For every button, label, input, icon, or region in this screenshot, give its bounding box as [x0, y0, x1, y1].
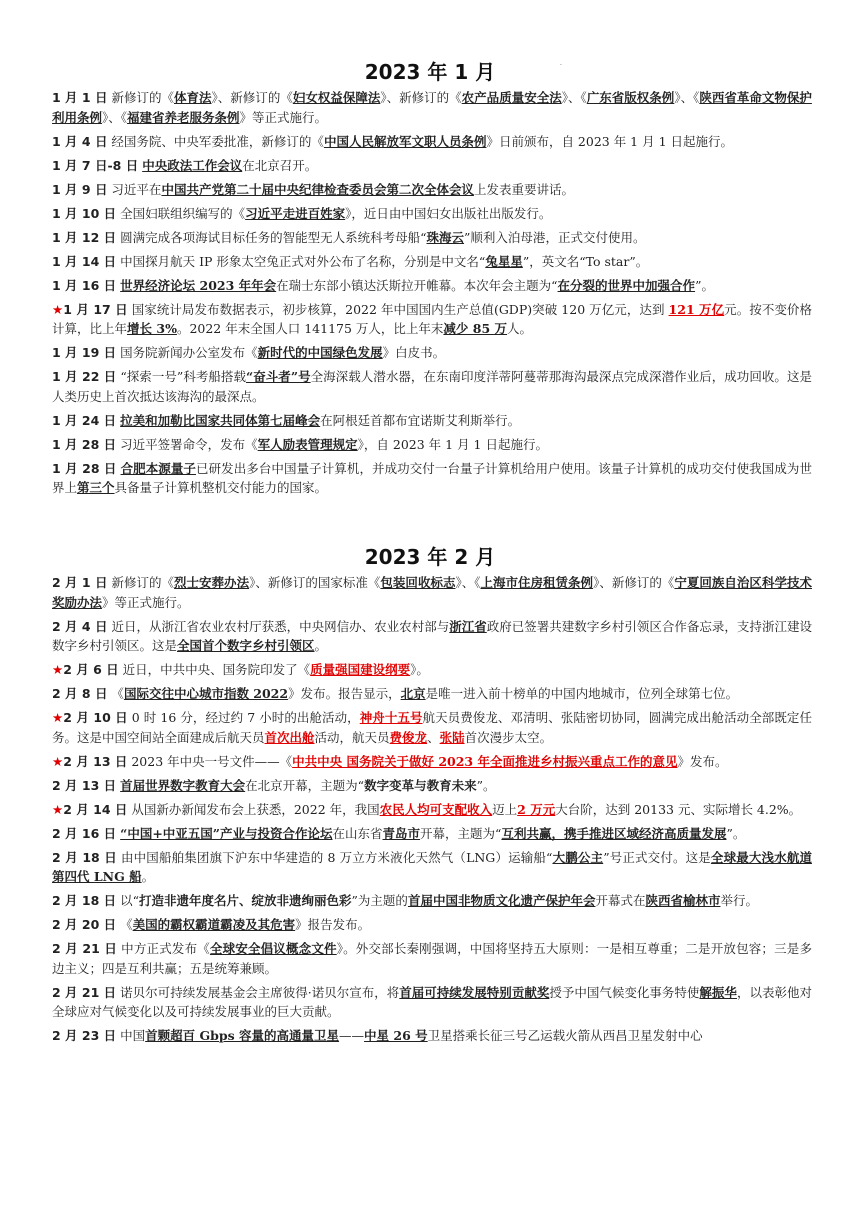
- event-text: 近日，从浙江省农业农村厅获悉，中央网信办、农业农村部与: [107, 618, 450, 634]
- key-point-red: 首次出舱: [264, 729, 315, 745]
- event-text: 。: [314, 638, 328, 653]
- event-date: 2 月 13 日: [63, 753, 128, 769]
- event-entry: [52, 411, 812, 431]
- keyword-bold: 数字变革与教育未来: [364, 777, 477, 793]
- event-text: 》报告发布。: [295, 917, 371, 932]
- keyword-highlight: 上海市住房租赁条例: [480, 575, 594, 590]
- event-text: 《: [107, 686, 124, 701]
- event-entry: [52, 228, 812, 248]
- event-entry: [52, 915, 812, 935]
- event-date: 2 月 21 日: [52, 941, 118, 956]
- star-icon: ★: [52, 662, 64, 677]
- event-text: 国务院新闻办公室发布《: [116, 345, 258, 360]
- keyword-highlight: 体育法: [174, 90, 212, 105]
- event-date: 1 月 22 日: [52, 369, 117, 384]
- keyword-highlight: 首届世界数字教育大会: [120, 777, 246, 793]
- event-text: 》、《: [455, 575, 481, 590]
- event-entry: [52, 132, 812, 152]
- event-text: 开幕，主题为“: [420, 825, 502, 841]
- event-text: 圆满完成各项海试目标任务的智能型无人系统科考母船“: [116, 229, 427, 245]
- event-text: 在阿根廷首都布宜诺斯艾利斯举行。: [320, 412, 521, 428]
- event-text: 新修订的《: [107, 575, 175, 590]
- event-text: ”。: [695, 277, 714, 293]
- event-text: 新修订的《: [107, 90, 174, 105]
- keyword-highlight: 全球最大浅水航道第四代 LNG 船: [52, 849, 812, 884]
- keyword-highlight: 烈士安葬办法: [174, 575, 250, 590]
- event-text: 。2022 年末全国人口 141175 万人，比上年末: [176, 321, 444, 336]
- event-text: ”为主题的: [351, 893, 408, 908]
- event-date: 2 月 10 日: [63, 710, 128, 725]
- event-entry: [52, 617, 812, 656]
- keyword-highlight: “奋斗者”号: [246, 369, 311, 384]
- event-text: 航天员费俊龙、邓清明、张陆密切协同，圆满完成出舱活动全部既定任务。这是中国空间站全面建成后航天员: [52, 710, 812, 745]
- event-entry: [52, 1026, 812, 1046]
- keyword-highlight: 中央政法工作会议: [142, 157, 243, 173]
- event-date: 2 月 16 日: [52, 825, 117, 841]
- entry-list-january: [52, 88, 812, 502]
- event-text: 中国: [116, 1028, 146, 1043]
- event-text: 》白皮书。: [382, 345, 446, 360]
- key-point-red: 张陆: [439, 729, 465, 745]
- key-point-red: 121 万亿: [668, 301, 725, 317]
- keyword-highlight: 新时代的中国绿色发展: [257, 345, 383, 360]
- event-text: 中方正式发布《: [117, 941, 210, 956]
- event-text: 政府已签署共建数字乡村引领区合作备忘录，支持浙江建设数字乡村引领区。这是: [52, 618, 812, 653]
- star-icon: ★: [52, 710, 64, 725]
- event-date: 2 月 13 日: [52, 777, 117, 793]
- event-entry: [52, 684, 812, 704]
- keyword-highlight: 包装回收标志: [380, 575, 456, 590]
- keyword-highlight: 互利共赢，携手推进区域经济高质量发展: [501, 825, 727, 841]
- keyword-highlight: 陕西省榆林市: [645, 893, 721, 908]
- event-text: 》发布。: [677, 753, 728, 769]
- keyword-highlight: 大鹏公主: [552, 849, 604, 865]
- event-date: 2 月 18 日: [52, 849, 117, 865]
- keyword-highlight: 全球安全倡议概念文件: [209, 941, 337, 956]
- event-date: 2 月 21 日: [52, 984, 117, 1000]
- event-entry: [52, 300, 812, 339]
- keyword-highlight: 增长 3%: [127, 321, 177, 336]
- event-date: 2 月 1 日: [52, 575, 108, 590]
- event-date: 1 月 28 日: [52, 460, 117, 476]
- event-text: 元。按不变价格计算，比上年: [52, 301, 812, 336]
- keyword-highlight: 首届中国非物质文化遗产保护年会: [407, 893, 596, 908]
- event-text: 》、新修订的国家标准《: [249, 575, 381, 590]
- event-entry: [52, 343, 812, 363]
- entry-list-february: [52, 573, 812, 1050]
- keyword-highlight: 首届可持续发展特别贡献奖: [399, 984, 550, 1000]
- event-text: “探索一号”科考船搭载: [116, 369, 247, 384]
- event-entry: [52, 204, 812, 224]
- key-point-red: 质量强国建设纲要: [310, 662, 411, 677]
- keyword-highlight: 军人励表管理规定: [257, 436, 358, 452]
- keyword-highlight: 珠海云: [426, 229, 465, 245]
- event-text: 具备量子计算机整机交付能力的国家。: [114, 480, 328, 495]
- event-text: 在山东省: [332, 825, 383, 841]
- event-entry: [52, 824, 812, 844]
- keyword-highlight: 首颗超百 Gbps 容量的高通量卫星: [145, 1028, 340, 1043]
- event-text: 首次漫步太空。: [464, 729, 553, 745]
- event-date: 2 月 14 日: [63, 801, 128, 817]
- event-text: ”顺利入泊母港，正式交付使用。: [464, 229, 646, 245]
- keyword-highlight: 全国首个数字乡村引领区: [177, 638, 315, 653]
- keyword-highlight: 国际交往中心城市指数 2022: [123, 686, 289, 701]
- keyword-highlight: 农产品质量安全法: [461, 90, 562, 105]
- event-text: 习近平签署命令，发布《: [116, 436, 258, 452]
- keyword-highlight: 合肥本源量子: [120, 460, 196, 476]
- keyword-highlight: 减少 85 万: [443, 321, 508, 336]
- event-entry: [52, 573, 812, 612]
- event-text: 》等正式施行。: [239, 109, 328, 125]
- event-text: 活动，航天员: [314, 729, 390, 745]
- keyword-highlight: 北京: [400, 686, 426, 701]
- event-text: ——: [339, 1028, 365, 1043]
- event-text: 》发布。报告显示，: [288, 686, 401, 701]
- event-text: 》，自 2023 年 1 月 1 日起施行。: [357, 436, 548, 452]
- event-text: ”，英文名“To star”。: [522, 253, 649, 269]
- event-text: 是唯一进入前十榜单的中国内地城市，位列全球第七位。: [425, 686, 739, 701]
- event-text: 》、新修订的《: [593, 575, 675, 590]
- event-date: 1 月 9 日: [52, 181, 108, 197]
- keyword-highlight: 拉美和加勒比国家共同体第七届峰会: [120, 412, 321, 428]
- event-entry: [52, 367, 812, 406]
- event-entry: [52, 156, 812, 176]
- event-text: 已研发出多台中国量子计算机，并成功交付一台量子计算机给用户使用。该量子计算机的成功交付使我国成为世界上: [52, 460, 812, 495]
- keyword-highlight: 妇女权益保障法: [292, 90, 381, 105]
- event-text: 。: [141, 869, 155, 884]
- event-entry: [52, 800, 812, 820]
- event-text: 》、新修订的《: [380, 90, 462, 105]
- event-text: ”。: [476, 777, 496, 793]
- key-point-red: 费俊龙: [389, 729, 428, 745]
- event-entry: [52, 776, 812, 796]
- key-point-red: 2 万元: [517, 801, 556, 817]
- month-heading-january: 2023 年 1 月: [364, 60, 496, 84]
- keyword-highlight: 第三个: [77, 480, 115, 495]
- event-text: 习近平在: [107, 181, 162, 197]
- event-date: 1 月 19 日: [52, 345, 117, 360]
- keyword-highlight: 解振华: [699, 984, 737, 1000]
- event-entry: [52, 180, 812, 200]
- event-text: 》、《: [561, 90, 587, 105]
- event-entry: [52, 459, 812, 498]
- event-entry: [52, 939, 812, 978]
- keyword-highlight: 中国人民解放军文职人员条例: [323, 133, 487, 149]
- event-text: 人。: [507, 321, 533, 336]
- event-entry: [52, 660, 812, 680]
- event-date: 1 月 24 日: [52, 412, 117, 428]
- keyword-highlight: 世界经济论坛 2023 年年会: [120, 277, 277, 293]
- event-date: 2 月 6 日: [63, 662, 119, 677]
- event-text: 》。外交部长秦刚强调，中国将坚持五大原则：一是相互尊重；二是开放包容；三是多边主义；四是互利共赢；五是统筹兼顾。: [52, 941, 812, 976]
- star-icon: ★: [52, 301, 64, 317]
- event-date: 1 月 14 日: [52, 253, 117, 269]
- key-point-red: 神舟十五号: [359, 710, 423, 725]
- event-date: 1 月 7 日-8 日: [52, 157, 139, 173]
- keyword-bold: 打造非遗年度名片、绽放非遗绚丽色彩: [139, 893, 352, 908]
- event-text: 》、《: [102, 109, 128, 125]
- event-entry: [52, 983, 812, 1022]
- keyword-highlight: 青岛市: [382, 825, 421, 841]
- event-date: 1 月 4 日: [52, 133, 108, 149]
- event-text: 》、《: [674, 90, 700, 105]
- event-entry: [52, 708, 812, 747]
- keyword-highlight: 美国的霸权霸道霸凌及其危害: [132, 917, 296, 932]
- star-icon: ★: [52, 801, 64, 817]
- event-text: 》日前颁布，自 2023 年 1 月 1 日起施行。: [486, 133, 734, 149]
- key-point-red: 农民人均可支配收入: [379, 801, 493, 817]
- event-text: 上发表重要讲话。: [473, 181, 574, 197]
- keyword-highlight: 浙江省: [449, 618, 487, 634]
- event-text: 《: [116, 917, 133, 932]
- event-text: 0 时 16 分，经过约 7 小时的出舱活动，: [127, 710, 360, 725]
- event-date: 2 月 4 日: [52, 618, 108, 634]
- event-text: 在瑞士东部小镇达沃斯拉开帷幕。本次年会主题为“: [276, 277, 558, 293]
- event-text: 开幕式在: [595, 893, 646, 908]
- event-text: ，以表彰他对全球应对气候变化以及可持续发展事业的巨大贡献。: [52, 984, 812, 1019]
- event-entry: [52, 276, 812, 296]
- event-text: 、: [427, 729, 440, 745]
- event-text: 大台阶，达到 20133 元、实际增长 4.2%。: [555, 801, 802, 817]
- event-text: 2023 年中央一号文件——《: [127, 753, 293, 769]
- star-icon: ★: [52, 753, 64, 769]
- event-date: 1 月 28 日: [52, 436, 117, 452]
- event-text: 近日，中共中央、国务院印发了《: [118, 662, 311, 677]
- event-text: 全国妇联组织编写的《: [116, 205, 246, 221]
- keyword-highlight: 中国共产党第二十届中央纪律检查委员会第二次全体会议: [161, 181, 474, 197]
- event-text: 全海深载人潜水器，在东南印度洋蒂阿蔓蒂那海沟最深点完成深潜作业后，成功回收。这是人类历史上首次抵达该海沟的最深点。: [52, 369, 812, 404]
- keyword-highlight: 兔星星: [485, 253, 523, 269]
- keyword-highlight: 福建省养老服务条例: [127, 109, 240, 125]
- event-text: ”。: [726, 825, 746, 841]
- event-text: 在北京开幕，主题为“: [245, 777, 365, 793]
- event-text: ”号正式交付。这是: [603, 849, 711, 865]
- event-text: 迈上: [492, 801, 518, 817]
- event-entry: [52, 435, 812, 455]
- event-date: 1 月 16 日: [52, 277, 117, 293]
- event-text: 卫星搭乘长征三号乙运载火箭从西昌卫星发射中心: [427, 1028, 703, 1043]
- event-date: 2 月 20 日: [52, 917, 117, 932]
- keyword-highlight: 习近平走进百姓家: [245, 205, 346, 221]
- event-entry: [52, 891, 812, 911]
- event-date: 1 月 17 日: [63, 301, 128, 317]
- corner-mark: ·: [560, 62, 562, 69]
- keyword-highlight: 中星 26 号: [364, 1028, 428, 1043]
- event-text: 在北京召开。: [242, 157, 318, 173]
- event-entry: [52, 848, 812, 887]
- event-text: 中国探月航天 IP 形象太空兔正式对外公布了名称，分别是中文名“: [116, 253, 486, 269]
- event-text: 以“: [116, 893, 140, 908]
- event-entry: [52, 752, 812, 772]
- event-date: 2 月 18 日: [52, 893, 117, 908]
- event-entry: [52, 252, 812, 272]
- keyword-highlight: 广东省版权条例: [586, 90, 675, 105]
- month-heading-february: 2023 年 2 月: [364, 545, 496, 569]
- event-text: 经国务院、中央军委批准，新修订的《: [107, 133, 324, 149]
- event-text: 》、新修订的《: [211, 90, 293, 105]
- event-text: 诺贝尔可持续发展基金会主席彼得·诺贝尔宣布，将: [116, 984, 400, 1000]
- event-text: 从国新办新闻发布会上获悉，2022 年，我国: [127, 801, 380, 817]
- keyword-highlight: 在分裂的世界中加强合作: [557, 277, 696, 293]
- event-date: 1 月 1 日: [52, 90, 108, 105]
- event-date: 1 月 12 日: [52, 229, 117, 245]
- event-text: 由中国船舶集团旗下沪东中华建造的 8 万立方米液化天然气（LNG）运输船“: [116, 849, 553, 865]
- event-text: 》，近日由中国妇女出版社出版发行。: [345, 205, 552, 221]
- event-entry: [52, 88, 812, 127]
- event-text: 举行。: [720, 893, 758, 908]
- keyword-highlight: “中国+中亚五国”产业与投资合作论坛: [120, 825, 333, 841]
- event-text: 》等正式施行。: [102, 594, 190, 610]
- keyword-highlight: 宁夏回族自治区科学技术奖励办法: [52, 575, 812, 610]
- event-date: 2 月 8 日: [52, 686, 108, 701]
- event-date: 2 月 23 日: [52, 1028, 117, 1043]
- key-point-red: 中共中央 国务院关于做好 2023 年全面推进乡村振兴重点工作的意见: [292, 753, 678, 769]
- event-date: 1 月 10 日: [52, 205, 117, 221]
- event-text: 授予中国气候变化事务特使: [549, 984, 700, 1000]
- event-text: 国家统计局发布数据表示，初步核算，2022 年中国国内生产总值(GDP)突破 120 万亿元，达到: [127, 301, 669, 317]
- event-text: 》。: [410, 662, 429, 677]
- keyword-highlight: 陕西省革命文物保护利用条例: [52, 90, 812, 125]
